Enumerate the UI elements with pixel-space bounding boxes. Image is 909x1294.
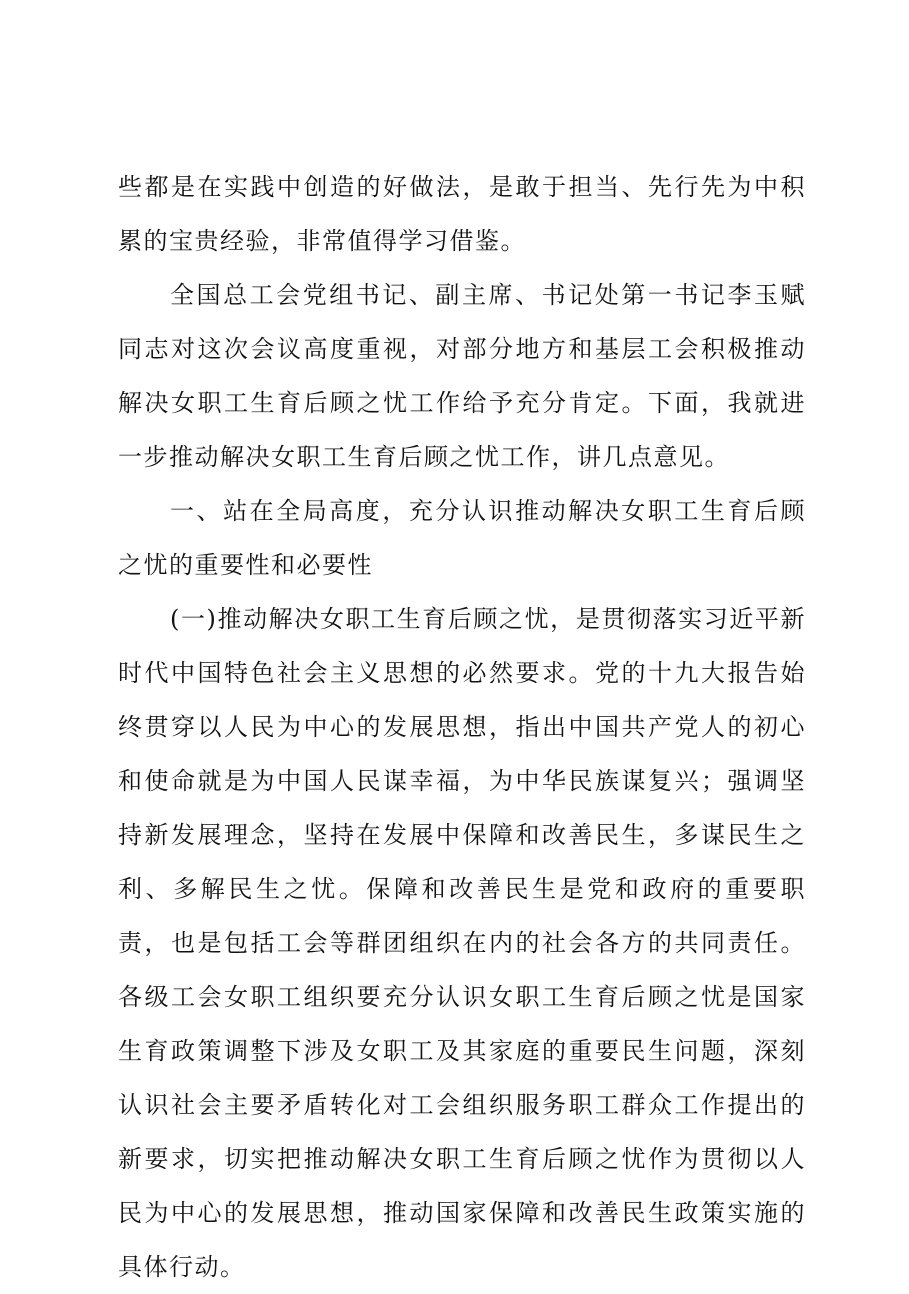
paragraph-subsection-1: (一)推动解决女职工生育后顾之忧，是贯彻落实习近平新时代中国特色社会主义思想的必然要求。党的十九大报告始终贯穿以人民为中心的发展思想，指出中国共产党人的初心和使命就是为中国人民谋幸福，为中华民族谋复兴；强调坚持新发展理念，坚持在发展中保障和改善民生，多谋民生之利、多解民生之忧。保障和改善民生是党和政府的重要职责，也是包括工会等群团组织在内的社会各方的共同责任。各级工会女职工组织要充分认识女职工生育后顾之忧是国家生育政策调整下涉及女职工及其家庭的重要民生问题，深刻认识社会主要矛盾转化对工会组织服务职工群众工作提出的新要求，切实把推动解决女职工生育后顾之忧作为贯彻以人民为中心的发展思想，推动国家保障和改善民生政策实施的具体行动。 xyxy=(118,605,806,1281)
paragraph-continuation: 些都是在实践中创造的好做法，是敢于担当、先行先为中积累的宝贵经验，非常值得学习借鉴。 xyxy=(118,173,806,255)
paragraph-leadership: 全国总工会党组书记、副主席、书记处第一书记李玉赋同志对这次会议高度重视，对部分地方和基层工会积极推动解决女职工生育后顾之忧工作给予充分肯定。下面，我就进一步推动解决女职工生育后顾之忧工作，讲几点意见。 xyxy=(118,281,806,471)
section-heading-1: 一、站在全局高度，充分认识推动解决女职工生育后顾之忧的重要性和必要性 xyxy=(118,497,806,579)
document-body xyxy=(118,160,806,1294)
